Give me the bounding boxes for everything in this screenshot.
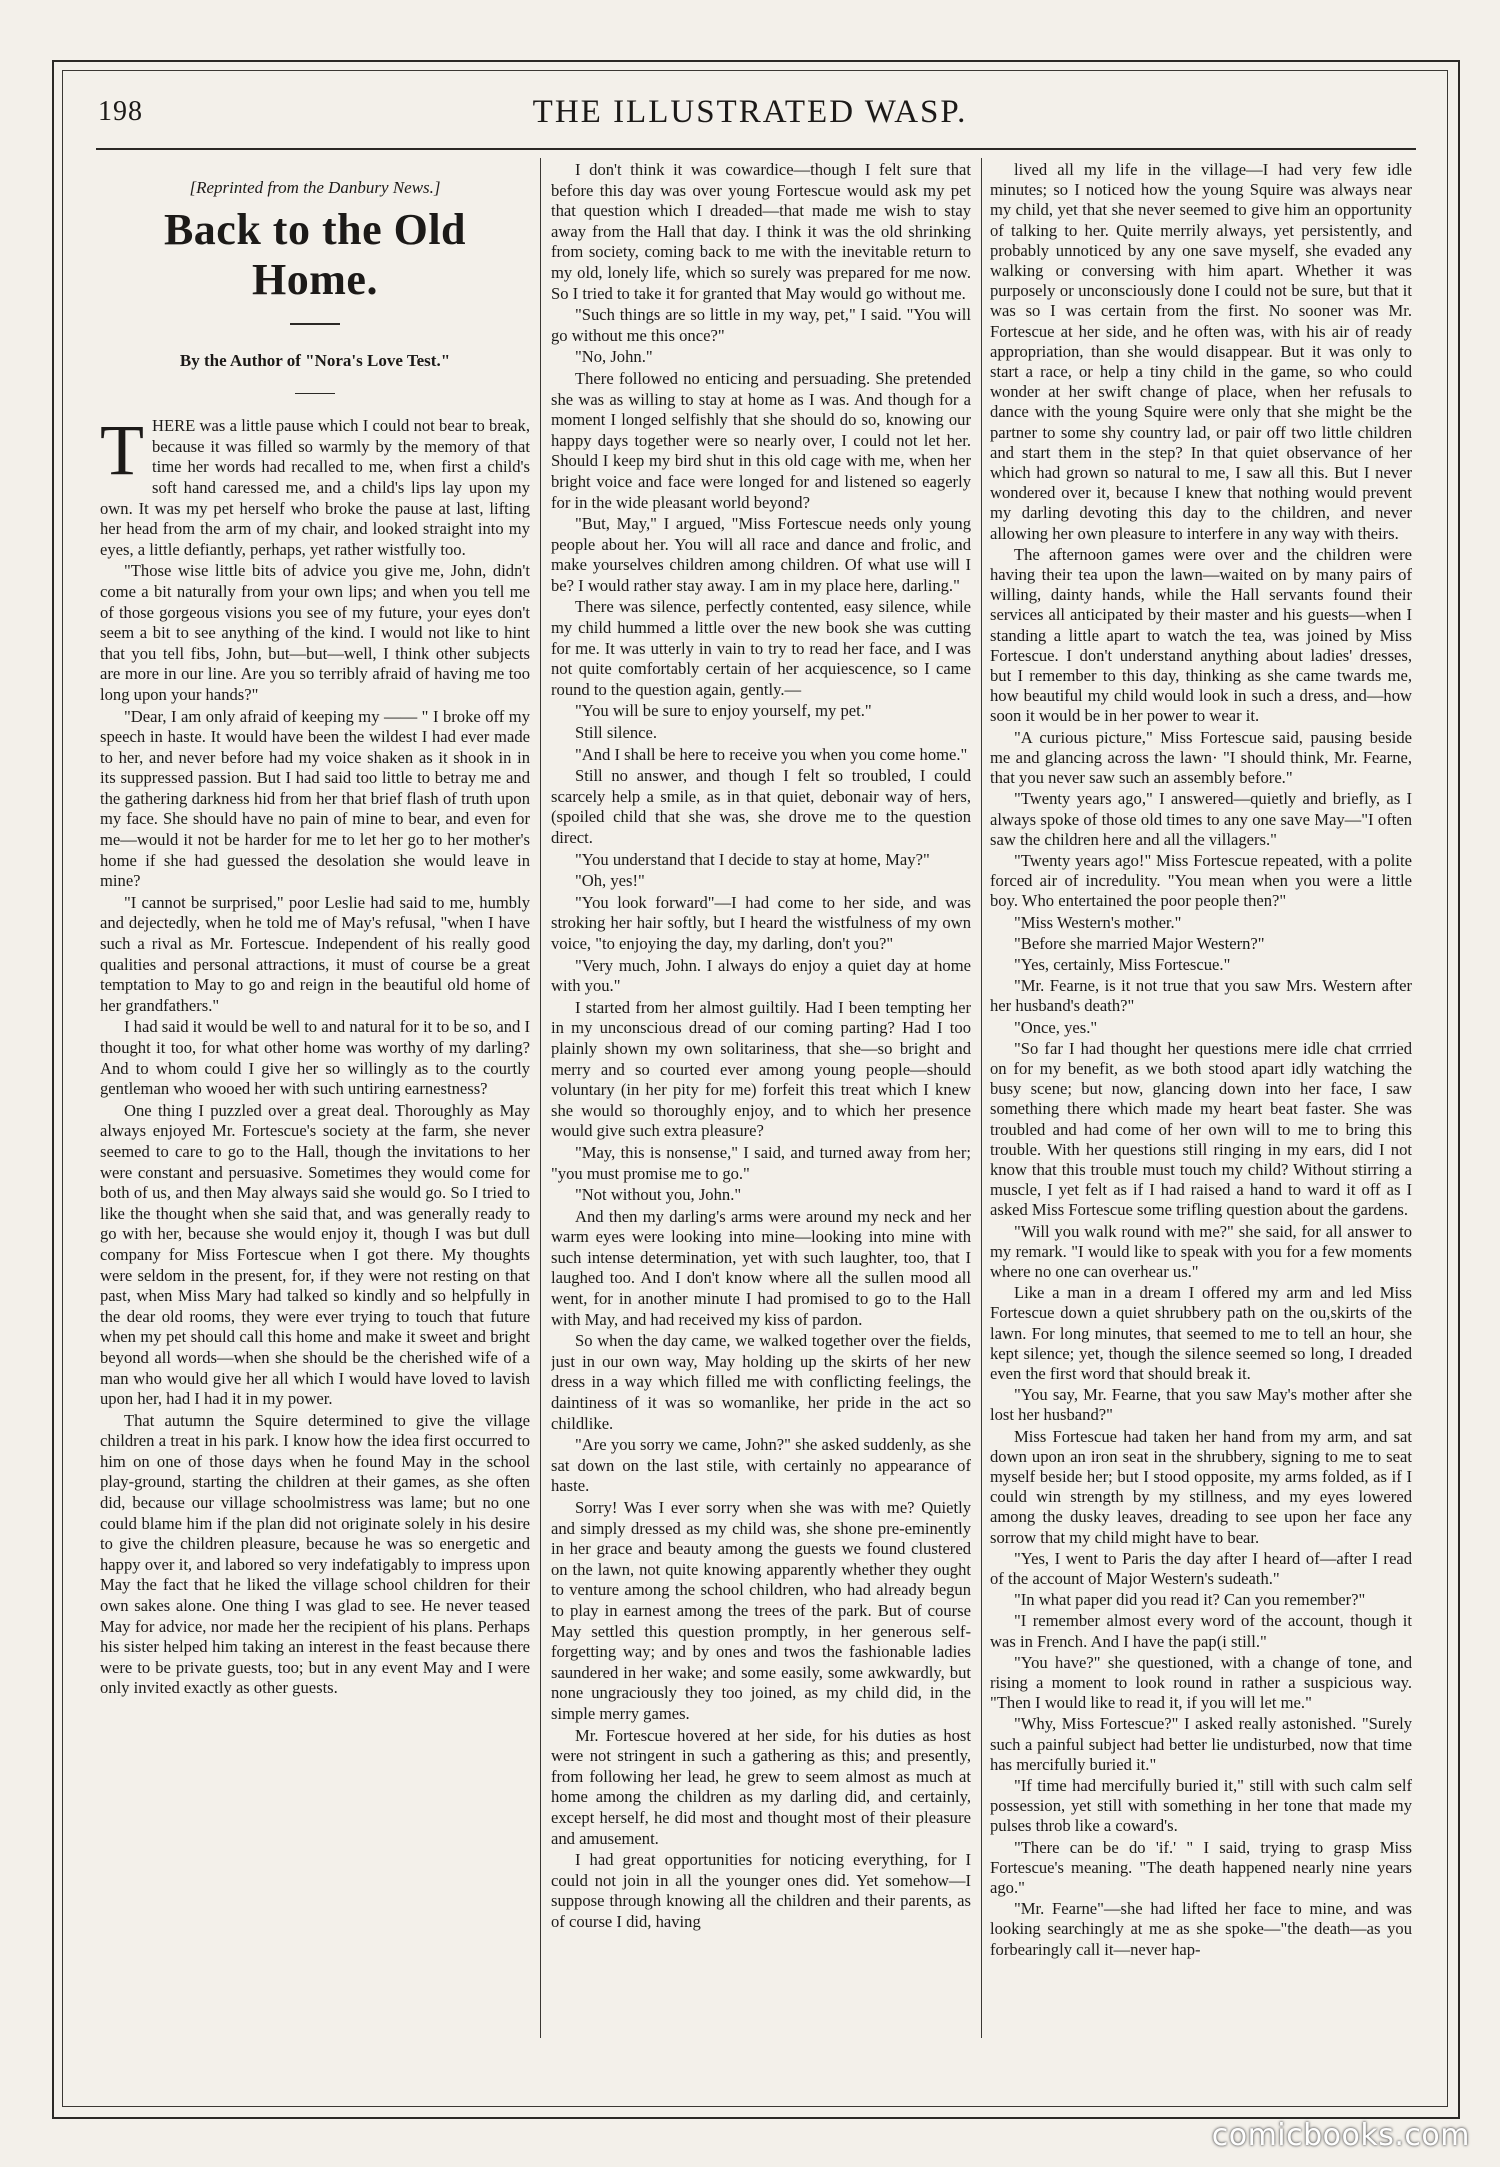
paragraph: I don't think it was cowardice—though I felt sure that before this day was over young Fortescue would ask my pet that question which I dreaded—that made me wish to stay away from the Hall that day. I think it was the old shrinking from society, coming back to me with the inevitable return to my old, lonely life, which so surely was prepared for me now. So I tried to take it for granted that May would go without me. (551, 160, 971, 303)
paragraph: "I cannot be surprised," poor Leslie had said to me, humbly and dejectedly, when he told me of May's refusal, "when I have such a rival as Mr. Fortescue. Independent of his really good qualities and personal attractions, it must of course be a great temptation to May to go and reign in the beautiful old home of her grandfathers." (100, 892, 530, 1015)
article-column-1 (100, 160, 530, 2040)
column-divider (981, 158, 982, 2038)
watermark: comicbooks.com (1211, 2118, 1470, 2153)
paragraph: "In what paper did you read it? Can you remember?" (1014, 1590, 1366, 1610)
publication-title: THE ILLUSTRATED WASP. (532, 94, 968, 130)
drop-cap: T (100, 410, 144, 491)
paragraph: "Once, yes." (1014, 1017, 1098, 1037)
title-rule (290, 323, 340, 325)
byline-rule (295, 393, 335, 394)
paragraph: "Miss Western's mother." (1014, 912, 1182, 932)
paragraph: "Dear, I am only afraid of keeping my —— " I broke off my speech in haste. It would have been the wildest I had ever made to her, and never before had my voice shaken as it shook in in its suppressed passion. But I had said too little to betray me and the gathering darkness hid from her that brief flash of truth upon my face. She should have no pain of mine to bear, and even for me—would it not be harder for me to let her go to her mother's home if she had guessed the desolation she would leave in mine? (100, 706, 530, 891)
paragraph: I started from her almost guiltily. Had I been tempting her in my unconscious dread of our coming parting? Had I too plainly shown my own solitariness, that she—so bright and merry and so courted ever among young people—should voluntary (in her pity for me) forfeit this treat which I knew she would so thoroughly enjoy, and to which her presence would give such extra pleasure? (551, 997, 971, 1141)
paragraph: "A curious picture," Miss Fortescue said, pausing beside me and glancing across the lawn· "I should think, Mr. Fearne, that you never saw such an assembly before." (990, 727, 1412, 788)
paragraph: "Mr. Fearne, is it not true that you saw Mrs. Western after her husband's death?" (990, 976, 1412, 1016)
paragraph: Mr. Fortescue hovered at her side, for his duties as host were not stringent in such a gathering as this; and presently, from following her lead, he grew to seem almost as much at home among the children as my darling did, and certainly, except herself, he did most and thought most of their pleasure and amusement. (551, 1725, 971, 1848)
paragraph: "Yes, I went to Paris the day after I heard of—after I read of the account of Major Western's sudeath." (990, 1548, 1412, 1589)
paragraph: "There can be do 'if.' " I said, trying to grasp Miss Fortescue's meaning. "The death happened nearly nine years ago." (990, 1837, 1412, 1898)
paragraph: "But, May," I argued, "Miss Fortescue needs only young people about her. You will all race and dance and frolic, and make yourselves children among children. Of what use will I be? I would rather stay away. I am in my place here, darling." (551, 514, 971, 595)
paragraph: There was silence, perfectly contented, easy silence, while my child hummed a little over the new book she was cutting for me. It was utterly in vain to try to read her face, and I was not quite comfortably certain of her acquiescence, so I came round to the question again, gently.— (551, 597, 971, 699)
paragraph: Miss Fortescue had taken her hand from my arm, and sat down upon an iron seat in the shrubbery, signing to me to seat myself beside her; but I stood opposite, my arms folded, as if I could win strength by my stillness, and my eyes lowered among the dusky leaves, dreading to see upon her face any sorrow that my child might have to bear. (990, 1426, 1412, 1547)
paragraph: "You will be sure to enjoy yourself, my pet." (575, 701, 872, 721)
paragraph: "Not without you, John." (575, 1185, 742, 1205)
paragraph: One thing I puzzled over a great deal. Thoroughly as May always enjoyed Mr. Fortescue's society at the farm, she never seemed to care to go to the Hall, though the invitations to her were constant and persuasive. Sometimes they would come for both of us, and then May always said she would go. So I tried to like the thought when she said that, and was generally ready to go with her, because she would enjoy it, though I was but dull company for Miss Fortescue when I got there. My thoughts were seldom in the present, for, if they were not resting on that past, when Miss Mary had talked so kindly and so helpfully in the dear old rooms, they were ever trying to touch that future when my pet should call this home and make it sweet and bright beyond all words—when she should be the cherished wife of a man who would give her all which I would have loved to lavish upon her, had I had it in my power. (100, 1100, 530, 1409)
paragraph: That autumn the Squire determined to give the village children a treat in his park. I know how the idea first occurred to him on one of those days when he found May in the school play-ground, starting the children at their games, as she often did, because our village schoolmistress was lame; but no one could blame him if the plan did not originate solely in his desire to give the children pleasure, because he was so energetic and happy over it, and labored so very indefatigably to impress upon May the fact that he liked the village school children for their own sakes alone. One thing I was glad to see. He never teased May for advice, nor made her the recipient of his plans. Perhaps his sister helped him taking an interest in the feast because there were to be private guests, too; but in any event May and I were only invited exactly as other guests. (100, 1410, 530, 1698)
paragraph: "If time had mercifully buried it," still with such calm self possession, yet still with something in her tone that made my pulses throb like a coward's. (990, 1776, 1412, 1836)
paragraph: And then my darling's arms were around my neck and her warm eyes were looking into mine—looking into mine with such intense determination, yet with such laughter, too, that I laughed too. And I don't know where all the sullen mood all went, for in another minute I had promised to go to the Hall with May, and had received my kiss of pardon. (551, 1206, 971, 1329)
paragraph: Sorry! Was I ever sorry when she was with me? Quietly and simply dressed as my child was, she shone pre-eminently in her grace and beauty among the guests we found clustered on the lawn, not quite knowing apparently whether they ought to venture among the school children, who had already begun to play in earnest among the trees of the park. But of course May settled this question promptly, in her generous self-forgetting way; and by ones and twos the fashionable ladies saundered in her wake; and some easily, some awkwardly, but none ungraciously they too joined, as my child did, in the simple merry games. (551, 1498, 971, 1723)
reprint-note: [Reprinted from the Danbury News.] (189, 178, 441, 197)
paragraph: "No, John." (575, 347, 653, 367)
paragraph: "Will you walk round with me?" she said, for all answer to my remark. "I would like to speak with you for a few moments where no one can overhear us." (990, 1221, 1412, 1281)
paragraph: "Yes, certainly, Miss Fortescue." (1014, 954, 1231, 974)
paragraph: The afternoon games were over and the children were having their tea upon the lawn—waited on by many pairs of willing, dainty hands, while the Hall servants found their services all anticipated by their master and his guests—when I standing a little apart to watch the tea, was joined by Miss Fortescue. I don't understand anything about ladies' dresses, but I remember to this day, thinking as she came twards me, how beautiful my child would look in such a dress, and—how soon it would be in her power to wear it. (990, 544, 1412, 726)
paragraph: I had great opportunities for noticing everything, for I could not join in all the younger ones did. Yet somehow—I suppose through knowing all the children and their parents, as of course I did, having (551, 1850, 971, 1931)
article-column-3 (990, 160, 1412, 2040)
paragraph: THERE was a little pause which I could not bear to break, because it was filled so warmly by the memory of that time her words had recalled to me, when first a child's soft hand caressed me, and a child's lips lay upon my own. It was my pet herself who broke the pause at last, lifting her head from the arm of my chair, and looked straight into my eyes, a little defiantly, perhaps, yet rather wistfully too. (100, 410, 530, 559)
paragraph: "May, this is nonsense," I said, and turned away from her; "you must promise me to go." (551, 1142, 971, 1183)
paragraph: "Why, Miss Fortescue?" I asked really astonished. "Surely such a painful subject had better lie undisturbed, now that time has mercifully buried it." (990, 1714, 1412, 1774)
paragraph: "Oh, yes!" (575, 871, 645, 891)
paragraph: "I remember almost every word of the account, though it was in French. And I have the pap(i still." (990, 1611, 1412, 1651)
paragraph: "Mr. Fearne"—she had lifted her face to mine, and was looking searchingly at me as she spoke—"the death—as you forbearingly call it—never hap- (990, 1899, 1412, 1959)
byline: By the Author of "Nora's Love Test." (179, 350, 451, 370)
paragraph: "You understand that I decide to stay at home, May?" (575, 849, 930, 869)
page-number: 198 (98, 96, 143, 127)
paragraph: lived all my life in the village—I had very few idle minutes; so I noticed how the young Squire was always near my child, yet that she never seemed to give him an opportunity of talking to her. Quite merrily always, yet persistently, and probably unnoticed by any one save myself, she evaded any walking or conversing with him apart. Whether it was purposely or unconsciously done I could not be sure, but that it was so I was certain from the first. No sooner was Mr. Fortescue at her side, and he often was, with his air of ready appropriation, than she would disappear. But it was only to start a race, or help a tiny child in the game, so who could wonder at her swift change of place, when her refusals to dance with the young Squire were only that she might be the partner to some shy country lad, or pair off two little children and start them in the step? In that quiet observance of her which had grown so natural to me, I saw all this. But I never wondered over it, because I knew that nothing would prevent my darling devoting this day to the children, and never allowing her own pleasure to interfere in any way with theirs. (990, 160, 1412, 543)
paragraph: "Twenty years ago," I answered—quietly and briefly, as I always spoke of those old times to any one save May—"I often saw the children here and all the villagers." (990, 789, 1412, 849)
article-column-2 (551, 160, 971, 2040)
column-divider (540, 158, 541, 2038)
paragraph: I had said it would be well to and natural for it to be so, and I thought it too, for what other home was worthy of my darling? And to whom could I give her so willingly as to the courtly gentleman who wooed her with such untiring earnestness? (100, 1017, 530, 1099)
article-title: Back to the Old Home. (163, 204, 467, 304)
paragraph: "Those wise little bits of advice you give me, John, didn't come a bit naturally from your own lips; and when you tell me of those gorgeous visions you see of my future, your eyes don't seem a bit to see anything of the kind. I would not like to hint that you tell fibs, John, but—but—well, I think other subjects are more in our line. Are you so terribly afraid of having me too long upon your hands?" (100, 561, 530, 704)
paragraph: "So far I had thought her questions mere idle chat crrried on for my benefit, as we both stood apart idly watching the busy scene; but now, glancing down into her face, I saw something there which made my heart beat faster. She was troubled and had come of her own will to me to bring this trouble. With her questions still ringing in my ears, did I not know that this trouble must touch my child? Without stirring a muscle, I yet felt as if I had raised a hand to ward it off as I asked Miss Fortescue some trifling question about the gardens. (990, 1038, 1412, 1220)
paragraph: "Twenty years ago!" Miss Fortescue repeated, with a polite forced air of incredulity. "You mean when you were a little boy. Who entertained the poor people then?" (990, 850, 1412, 911)
paragraph: "And I shall be here to receive you when you come home." (575, 744, 968, 764)
paragraph: There followed no enticing and persuading. She pretended she was as willing to stay at home as I was. And though for a moment I longed selfishly that she should do so, knowing our happy days together were so nearly over, I could not let her. Should I keep my bird shut in this old cage with me, when her bright voice and face were longed for and listened so eagerly for in the wide pleasant world beyond? (551, 368, 971, 512)
paragraph: Still no answer, and though I felt so troubled, I could scarcely help a smile, as in that quiet, debonair way of hers, (spoiled child that she was, she drove me to the question direct. (551, 766, 971, 847)
paragraph: Still silence. (575, 723, 658, 743)
paragraph: "You look forward"—I had come to her side, and was stroking her hair softly, but I heard the wistfulness of my own voice, "to enjoying the day, my darling, don't you?" (551, 892, 971, 953)
paragraph: "You have?" she questioned, with a change of tone, and rising a moment to look round in rather a suspicious way. "Then I would like to read it, if you will let me." (990, 1652, 1412, 1713)
paragraph: "Before she married Major Western?" (1014, 933, 1265, 953)
paragraph: "Very much, John. I always do enjoy a quiet day at home with you." (551, 955, 971, 996)
paragraph: "You say, Mr. Fearne, that you saw May's mother after she lost her husband?" (990, 1385, 1412, 1425)
paragraph: "Such things are so little in my way, pet," I said. "You will go without me this once?" (551, 305, 971, 345)
header-rule (96, 148, 1416, 150)
paragraph: Like a man in a dream I offered my arm and led Miss Fortescue down a quiet shrubbery path on the ou,skirts of the lawn. For long minutes, that seemed to me to tell an hour, she kept silence; yet, though the silence seemed so long, I dreaded even the first word that should break it. (990, 1283, 1412, 1383)
paragraph: So when the day came, we walked together over the fields, just in our own way, May holding up the skirts of her new dress in a way which filled me with conflicting feelings, the daintiness of it was so womanlike, her pride in the act so childlike. (551, 1331, 971, 1433)
paragraph: "Are you sorry we came, John?" she asked suddenly, as she sat down on the last stile, with certainly no appearance of haste. (551, 1435, 971, 1496)
